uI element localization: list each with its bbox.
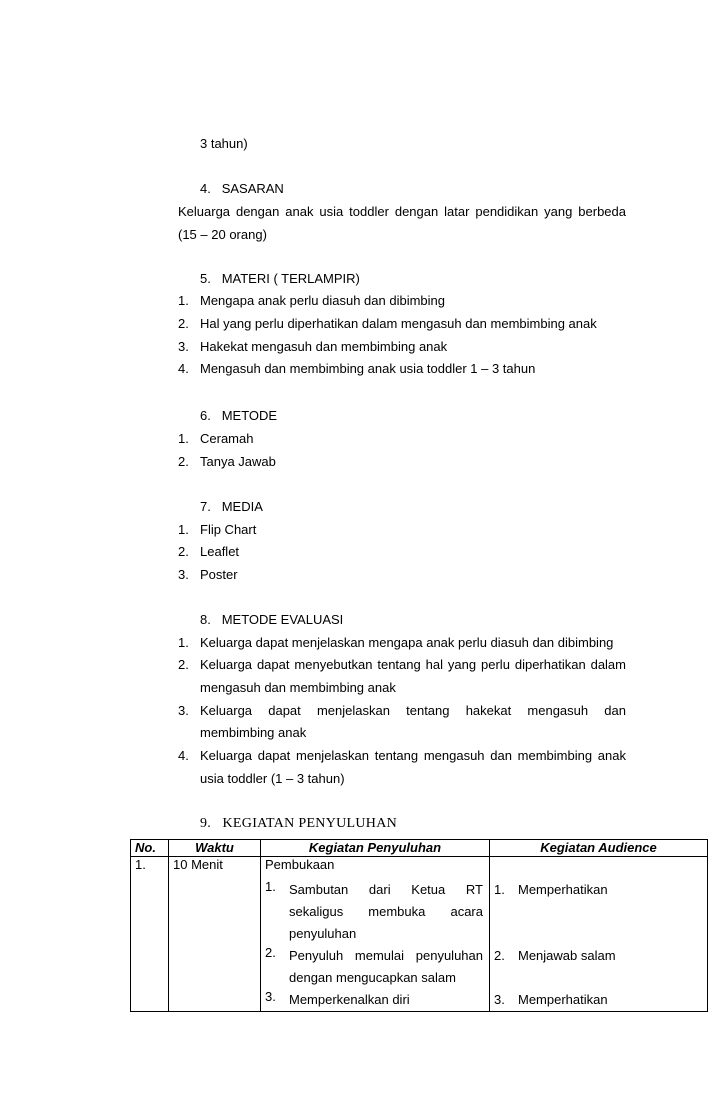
- audience-number: 3.: [494, 992, 505, 1007]
- list-number: 2.: [178, 544, 189, 559]
- sasaran-text-line2: (15 – 20 orang): [178, 227, 267, 242]
- audience-item: [494, 879, 703, 901]
- section-heading-media: [200, 499, 263, 515]
- table-row: [131, 857, 708, 1012]
- activity-text: sekaligus membuka acara: [289, 904, 483, 919]
- list-item: [178, 635, 613, 651]
- kegiatan-table: [130, 839, 708, 1012]
- activity-item: [265, 879, 483, 945]
- list-item: [178, 454, 276, 470]
- list-text: Poster: [200, 567, 238, 582]
- cell-waktu: [169, 857, 261, 1012]
- audience-item: [494, 945, 703, 967]
- sasaran-text-line1: Keluarga dengan anak usia toddler dengan latar pendidikan yang berbeda: [178, 204, 626, 219]
- list-number: 3.: [178, 339, 189, 354]
- heading-text: MEDIA: [221, 499, 263, 514]
- list-item: [178, 567, 238, 583]
- list-item: [178, 522, 256, 538]
- cell-audience: [490, 857, 708, 1012]
- activity-text: dengan mengucapkan salam: [289, 970, 456, 985]
- list-number: 1.: [178, 293, 189, 308]
- activity-number: 3.: [265, 989, 276, 1004]
- heading-number: 5.: [200, 271, 211, 286]
- list-text: Hakekat mengasuh dan membimbing anak: [200, 339, 448, 354]
- activity-text: Sambutan dari Ketua RT: [289, 882, 483, 897]
- section-heading-sasaran: [200, 181, 284, 197]
- cell-no: [131, 857, 169, 1012]
- audience-item: [494, 989, 703, 1011]
- audience-text: Menjawab salam: [518, 948, 616, 963]
- heading-number: 8.: [200, 612, 211, 627]
- activity-text: Memperkenalkan diri: [289, 992, 410, 1007]
- section-heading-materi: [200, 271, 360, 287]
- section-heading-kegiatan: [200, 816, 397, 832]
- list-item: [178, 431, 253, 447]
- list-text: Mengapa anak perlu diasuh dan dibimbing: [200, 293, 446, 308]
- activity-text: Penyuluh memulai penyuluhan: [289, 948, 483, 963]
- row-number: 1.: [135, 857, 146, 872]
- list-number: 1.: [178, 431, 189, 446]
- list-number: 2.: [178, 454, 189, 469]
- list-item: [178, 293, 445, 309]
- heading-number: 6.: [200, 408, 211, 423]
- list-number: 4.: [178, 361, 189, 376]
- audience-text: Memperhatikan: [518, 992, 608, 1007]
- list-text-cont: usia toddler (1 – 3 tahun): [200, 771, 345, 786]
- list-text-cont: membimbing anak: [200, 725, 307, 740]
- table-header-row: [131, 840, 708, 857]
- list-text: Keluarga dapat menyebutkan tentang hal yang perlu diperhatikan dalam: [200, 657, 626, 672]
- activity-text: penyuluhan: [289, 926, 357, 941]
- header-no: No.: [131, 840, 169, 857]
- phase-label: Pembukaan: [265, 857, 335, 872]
- header-penyuluhan: Kegiatan Penyuluhan: [261, 840, 490, 857]
- heading-text: METODE: [221, 408, 278, 423]
- header-audience: Kegiatan Audience: [490, 840, 708, 857]
- heading-number: 4.: [200, 181, 211, 196]
- activity-number: 2.: [265, 945, 276, 960]
- heading-text: MATERI ( TERLAMPIR): [221, 271, 360, 286]
- row-waktu: 10 Menit: [173, 857, 223, 872]
- heading-number: 9.: [200, 816, 212, 831]
- audience-text: Memperhatikan: [518, 882, 608, 897]
- list-item: [178, 339, 447, 355]
- list-number: 2.: [178, 316, 189, 331]
- list-number: 3.: [178, 703, 189, 718]
- list-text: Ceramah: [200, 431, 254, 446]
- list-text: Hal yang perlu diperhatikan dalam mengasuh dan membimbing anak: [200, 316, 597, 331]
- list-number: 1.: [178, 522, 189, 537]
- activity-number: 1.: [265, 879, 276, 894]
- cell-penyuluhan: [261, 857, 490, 1012]
- heading-text: SASARAN: [221, 181, 284, 196]
- list-item: [178, 361, 535, 377]
- list-text: Flip Chart: [200, 522, 257, 537]
- header-waktu: Waktu: [169, 840, 261, 857]
- heading-number: 7.: [200, 499, 211, 514]
- section-heading-metode: [200, 408, 277, 424]
- audience-number: 1.: [494, 882, 505, 897]
- heading-text: METODE EVALUASI: [221, 612, 344, 627]
- heading-text: KEGIATAN PENYULUHAN: [222, 816, 398, 831]
- list-text: Keluarga dapat menjelaskan mengapa anak perlu diasuh dan dibimbing: [200, 635, 614, 650]
- list-item: [178, 316, 597, 332]
- list-text: Keluarga dapat menjelaskan tentang hakekat mengasuh dan: [200, 703, 626, 718]
- continuation-text: 3 tahun): [200, 136, 248, 151]
- list-text: Leaflet: [200, 544, 240, 559]
- activity-item: [265, 989, 483, 1011]
- activity-item: [265, 945, 483, 989]
- list-text: Keluarga dapat menjelaskan tentang mengasuh dan membimbing anak: [200, 748, 626, 763]
- audience-number: 2.: [494, 948, 505, 963]
- list-number: 3.: [178, 567, 189, 582]
- list-number: 1.: [178, 635, 189, 650]
- list-number: 4.: [178, 748, 189, 763]
- list-number: 2.: [178, 657, 189, 672]
- list-text: Mengasuh dan membimbing anak usia toddler 1 – 3 tahun: [200, 361, 536, 376]
- list-text-cont: mengasuh dan membimbing anak: [200, 680, 396, 695]
- list-item: [178, 544, 239, 560]
- section-heading-evaluasi: [200, 612, 343, 628]
- list-text: Tanya Jawab: [200, 454, 276, 469]
